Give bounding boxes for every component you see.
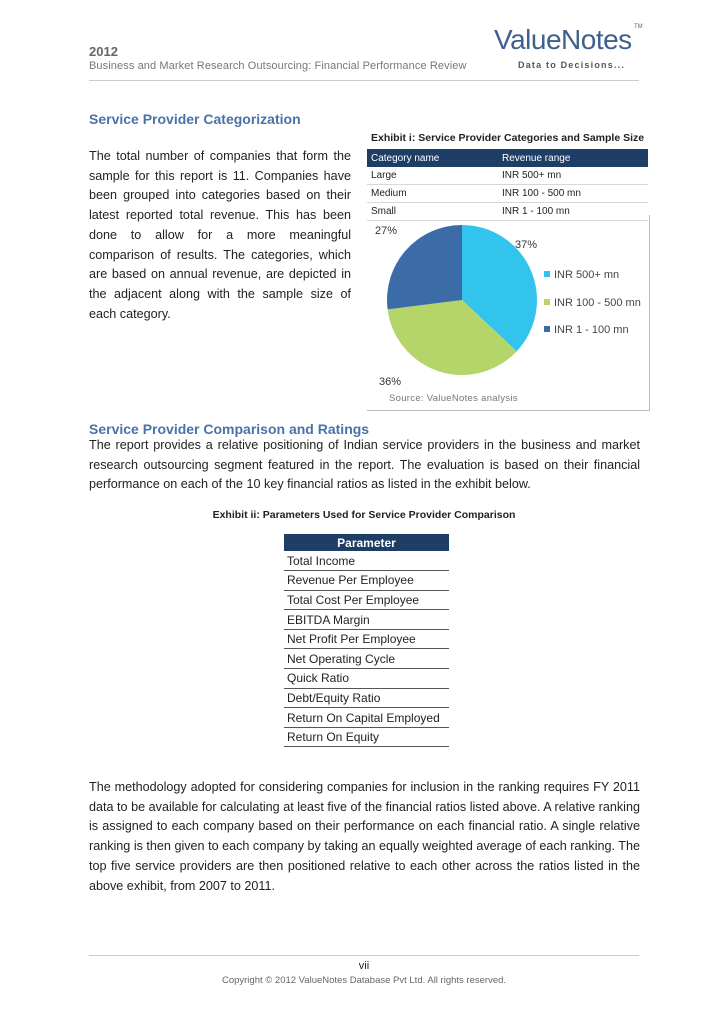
revenue-range: INR 500+ mn — [502, 170, 562, 181]
table-row: EBITDA Margin — [284, 610, 449, 630]
exhibit-2-title: Exhibit ii: Parameters Used for Service Provider Comparison — [212, 509, 516, 521]
logo-name: ValueNotes — [494, 24, 632, 55]
logo-trademark: TM — [634, 24, 643, 30]
table-row: Net Operating Cycle — [284, 649, 449, 669]
table-row: Debt/Equity Ratio — [284, 688, 449, 708]
table-row: Revenue Per Employee — [284, 571, 449, 591]
section-heading-comparison: Service Provider Comparison and Ratings — [89, 421, 370, 437]
legend-swatch — [544, 271, 550, 277]
legend-label: INR 500+ mn — [554, 269, 620, 281]
legend-swatch — [544, 326, 550, 332]
table-row: Net Profit Per Employee — [284, 629, 449, 649]
categorization-paragraph: The total number of companies that form the sample for this report is 11. Companies have been grouped into categories based on their latest reported total revenue. This has been done to allow for a more meaningful comparison of results. The categories, which are based on annual revenue, are depicted in the adjacent along with the sample size of each category. — [89, 149, 351, 321]
footer-divider — [89, 955, 639, 956]
revenue-range: INR 1 - 100 mn — [502, 206, 570, 217]
legend-label: INR 1 - 100 mn — [554, 324, 629, 336]
table-row — [367, 167, 648, 185]
page-number: vii — [358, 960, 370, 972]
copyright-notice: Copyright © 2012 ValueNotes Database Pvt Ltd. All rights reserved. — [221, 975, 507, 986]
logo-tagline: Data to Decisions... — [518, 60, 626, 70]
category-name: Large — [371, 170, 397, 181]
table-row: Return On Equity — [284, 727, 449, 747]
table-row: Quick Ratio — [284, 669, 449, 689]
category-name: Small — [371, 206, 397, 217]
parameter-header: Parameter — [284, 534, 449, 551]
table-row: Total Cost Per Employee — [284, 590, 449, 610]
legend-label: INR 100 - 500 mn — [554, 297, 641, 309]
category-table-header — [367, 149, 648, 167]
exhibit-1-title: Exhibit i: Service Provider Categories and Sample Size — [371, 132, 645, 144]
header-divider — [89, 80, 639, 81]
data-label: 27% — [375, 225, 398, 237]
revenue-pie-chart — [367, 215, 650, 411]
column-header-category: Category name — [371, 152, 440, 164]
valuenotes-logo — [494, 22, 644, 74]
legend-swatch — [544, 299, 550, 305]
methodology-paragraph: The methodology adopted for considering companies for inclusion in the ranking requires FY 2011 data to be available for calculating at least five of the financial ratios listed above. A relative ranking is assigned to each company based on their performance on each financial ratio. A single relative ranking is then given to each company by taking an equally weighted average of each ranking. The top five service providers are then positioned relative to each other across the ratios listed in the above exhibit, from 2007 to 2011. — [89, 780, 640, 893]
pie-chart-svg — [367, 215, 650, 411]
category-name: Medium — [371, 188, 407, 199]
table-row: Total Income — [284, 551, 449, 571]
data-label: 36% — [379, 376, 402, 388]
column-header-revenue: Revenue range — [502, 152, 571, 164]
revenue-range: INR 100 - 500 mn — [502, 188, 581, 199]
section-heading-categorization: Service Provider Categorization — [89, 111, 301, 127]
category-table — [367, 149, 648, 221]
report-subtitle: Business and Market Research Outsourcing: Financial Performance Review — [89, 60, 467, 72]
pie-slice — [387, 225, 462, 309]
parameter-table — [284, 534, 449, 747]
table-row — [367, 185, 648, 203]
data-label: 37% — [515, 239, 538, 251]
chart-source: Source: ValueNotes analysis — [389, 393, 518, 404]
report-year: 2012 — [89, 44, 118, 59]
comparison-paragraph: The report provides a relative positioning of Indian service providers in the business and market research outsourcing segment featured in the report. The evaluation is based on their financial performance on each of the 10 key financial ratios as listed in the exhibit below. — [89, 438, 640, 492]
table-row: Return On Capital Employed — [284, 708, 449, 728]
